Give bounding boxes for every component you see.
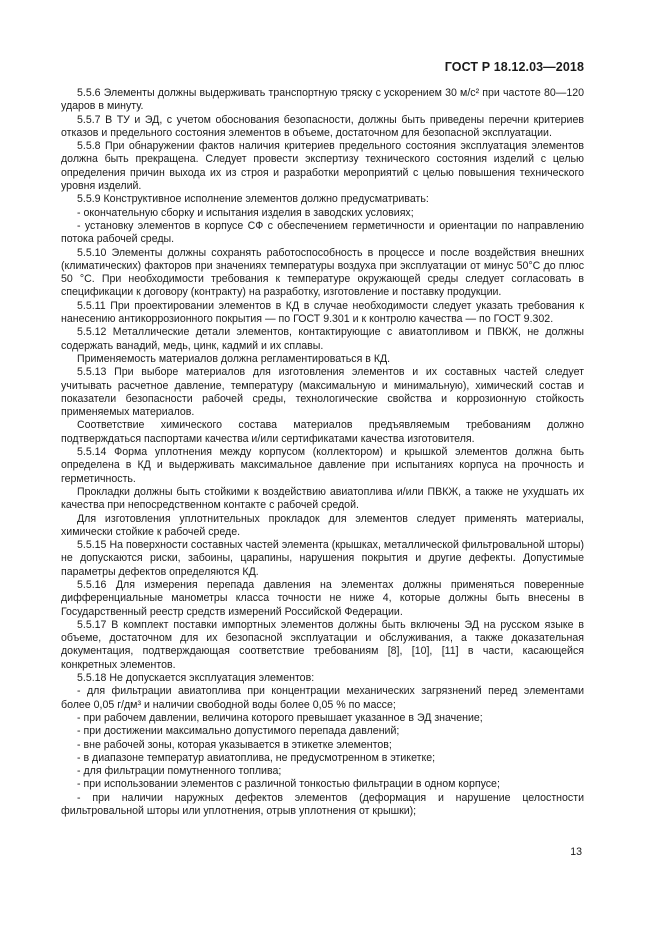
page-number: 13 <box>570 846 582 858</box>
paragraph: 5.5.14 Форма уплотнения между корпусом (коллектором) и крышкой элементов должна быть определена в КД и выдерживать максимальное давление при испытаниях корпуса на прочность и герметичность. <box>61 446 584 485</box>
paragraph: 5.5.7 В ТУ и ЭД, с учетом обоснования безопасности, должны быть приведены перечни критериев отказов и предельного состояния элементов в объеме, достаточном для безопасной эксплуатации. <box>61 113 584 139</box>
paragraph: 5.5.15 На поверхности составных частей элемента (крышках, металлической фильтровальной шторы) не допускаются риски, забоины, царапины, нарушения покрытия и другие дефекты. Допустимые параметры дефектов определяются КД. <box>61 539 584 578</box>
list-item: - при использовании элементов с различной тонкостью фильтрации в одном корпусе; <box>77 778 500 791</box>
list-item: - окончательную сборку и испытания изделия в заводских условиях; <box>77 206 414 219</box>
list-item: - для фильтрации помутненного топлива; <box>77 765 282 778</box>
paragraph: 5.5.9 Конструктивное исполнение элементов должно предусматривать: <box>77 193 429 206</box>
paragraph: 5.5.13 При выборе материалов для изготовления элементов и их составных частей следует учитывать расчетное давление, температуру (максимальную и минимальную), химический состав и показатели безопасности рабочей среды, технологические свойства и коррозионную стойкость применяемых материалов. <box>61 366 584 419</box>
list-item: - при наличии наружных дефектов элементов (деформация и нарушение целостности фильтровальной шторы или уплотнения, отрыв уплотнения от крышки); <box>61 791 584 818</box>
list-item: - при рабочем давлении, величина которого превышает указанное в ЭД значение; <box>77 711 483 724</box>
paragraph: Соответствие химического состава материалов предъявляемым требованиям должно подтверждаться паспортами качества и/или сертификатами качества изготовителя. <box>61 419 584 445</box>
paragraph: Для изготовления уплотнительных прокладок для элементов следует применять материалы, химически стойкие к рабочей среде. <box>61 512 584 538</box>
paragraph: 5.5.18 Не допускается эксплуатация элементов: <box>77 672 315 685</box>
list-item: - вне рабочей зоны, которая указывается в этикетке элементов; <box>77 738 392 751</box>
paragraph: 5.5.17 В комплект поставки импортных элементов должны быть включены ЭД на русском языке в объеме, достаточном для их безопасной эксплуатации и обслуживания, а также доказательная документация, подтверждающая соответствие требованиям [8], [10], [11] в части, касающейся конкретных элементов. <box>61 618 584 671</box>
list-item: - установку элементов в корпусе СФ с обеспечением герметичности и ориентации по направлению потока рабочей среды. <box>61 219 584 246</box>
paragraph: 5.5.16 Для измерения перепада давления на элементах должны применяться поверенные дифференциальные манометры класса точности не ниже 4, которые должны быть внесены в Государственный реестр средств измерений Российской Федерации. <box>61 578 584 618</box>
list-item: - в диапазоне температур авиатоплива, не предусмотренном в этикетке; <box>77 751 436 764</box>
paragraph: Прокладки должны быть стойкими к воздействию авиатоплива и/или ПВКЖ, а также не ухудшать их качества при непосредственном контакте с рабочей средой. <box>61 485 584 512</box>
paragraph: 5.5.6 Элементы должны выдерживать транспортную тряску с ускорением 30 м/с² при частоте 80—120 ударов в минуту. <box>61 87 584 113</box>
paragraph: 5.5.12 Металлические детали элементов, контактирующие с авиатопливом и ПВКЖ, не должны содержать ванадий, медь, цинк, кадмий и их сплавы. <box>61 326 584 352</box>
paragraph: Применяемость материалов должна регламентироваться в КД. <box>77 352 391 365</box>
document-body <box>61 87 584 818</box>
list-item: - для фильтрации авиатоплива при концентрации механических загрязнений перед элементами более 0,05 г/дм³ и наличии свободной воды более 0,05 % по массе; <box>61 685 584 711</box>
document-header: ГОСТ Р 18.12.03—2018 <box>444 60 584 74</box>
list-item: - при достижении максимально допустимого перепада давлений; <box>77 725 400 738</box>
paragraph: 5.5.8 При обнаружении фактов наличия критериев предельного состояния эксплуатация элементов должна быть прекращена. Следует провести экспертизу технического состояния изделий с целью определения причин выхода их из строя и разработки мероприятий с целью повышения технического уровня изделий. <box>61 140 584 193</box>
paragraph: 5.5.11 При проектировании элементов в КД в случае необходимости следует указать требования к нанесению антикоррозионного покрытия — по ГОСТ 9.301 и к контролю качества — по ГОСТ 9.302. <box>61 299 584 326</box>
paragraph: 5.5.10 Элементы должны сохранять работоспособность в процессе и после воздействия внешних (климатических) факторов при значениях температуры воздуха при эксплуатации от минус 50°С до плюс 50 °С. При необходимости требования к температуре окружающей среды следует согласовать в спецификации к договору (контракту) на разработку, изготовление и поставку продукции. <box>61 246 584 299</box>
